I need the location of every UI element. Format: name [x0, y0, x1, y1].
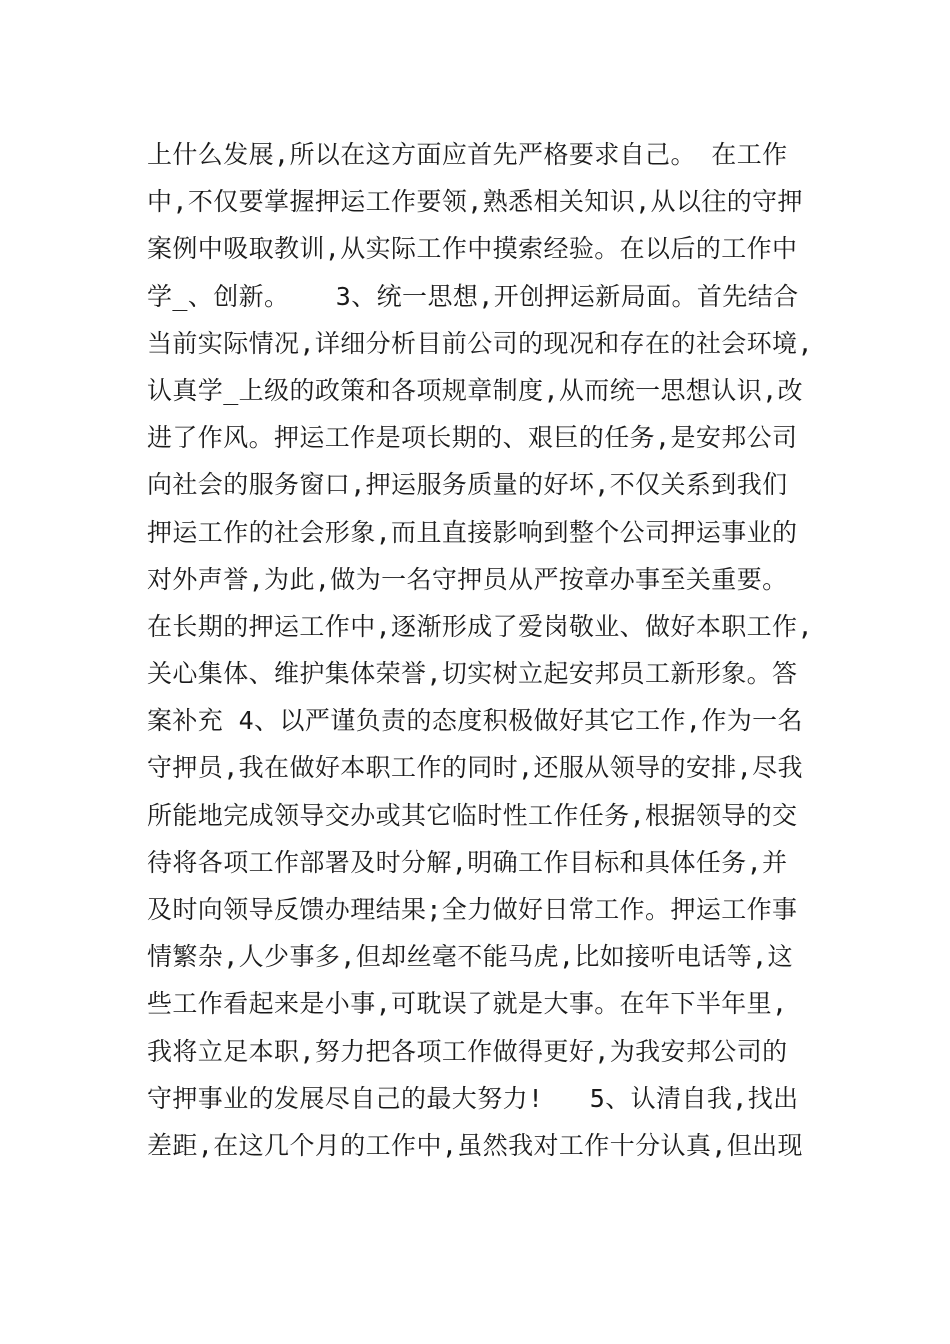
text-line: 对外声誉,为此,做为一名守押员从严按章办事至关重要。 [147, 564, 788, 594]
text-line: 学_、创新。 3、统一思想,开创押运新局面。首先结合 [147, 281, 799, 311]
text-line: 案补充 4、以严谨负责的态度积极做好其它工作,作为一名 [147, 706, 803, 736]
text-line: 认真学_上级的政策和各项规章制度,从而统一思想认识,改 [147, 375, 803, 405]
text-line: 及时向领导反馈办理结果;全力做好日常工作。押运工作事 [147, 895, 798, 924]
text-line: 守押事业的发展尽自己的最大努力! 5、认清自我,找出 [147, 1083, 799, 1113]
text-line: 案例中吸取教训,从实际工作中摸索经验。在以后的工作中 [147, 234, 798, 264]
body-text [147, 131, 817, 1169]
text-line: 情繁杂,人少事多,但却丝毫不能马虎,比如接听电话等,这 [147, 942, 794, 972]
text-line: 向社会的服务窗口,押运服务质量的好坏,不仅关系到我们 [147, 470, 788, 500]
text-line: 守押员,我在做好本职工作的同时,还服从领导的安排,尽我 [147, 753, 803, 783]
text-line: 在长期的押运工作中,逐渐形成了爱岗敬业、做好本职工作, [147, 611, 813, 641]
text-line: 待将各项工作部署及时分解,明确工作目标和具体任务,并 [147, 847, 788, 877]
text-line: 当前实际情况,详细分析目前公司的现况和存在的社会环境, [147, 328, 813, 358]
text-line: 押运工作的社会形象,而且直接影响到整个公司押运事业的 [147, 517, 798, 547]
text-line: 上什么发展,所以在这方面应首先严格要求自己。 在工作 [147, 140, 788, 169]
text-line: 中,不仅要掌握押运工作要领,熟悉相关知识,从以往的守押 [147, 187, 803, 217]
text-line: 我将立足本职,努力把各项工作做得更好,为我安邦公司的 [147, 1036, 788, 1066]
text-line: 进了作风。押运工作是项长期的、艰巨的任务,是安邦公司 [147, 423, 798, 453]
text-line: 关心集体、维护集体荣誉,切实树立起安邦员工新形象。答 [147, 659, 798, 689]
text-line: 些工作看起来是小事,可耽误了就是大事。在年下半年里, [147, 989, 788, 1019]
text-line: 所能地完成领导交办或其它临时性工作任务,根据领导的交 [147, 800, 798, 830]
text-line: 差距,在这几个月的工作中,虽然我对工作十分认真,但出现 [147, 1130, 803, 1160]
